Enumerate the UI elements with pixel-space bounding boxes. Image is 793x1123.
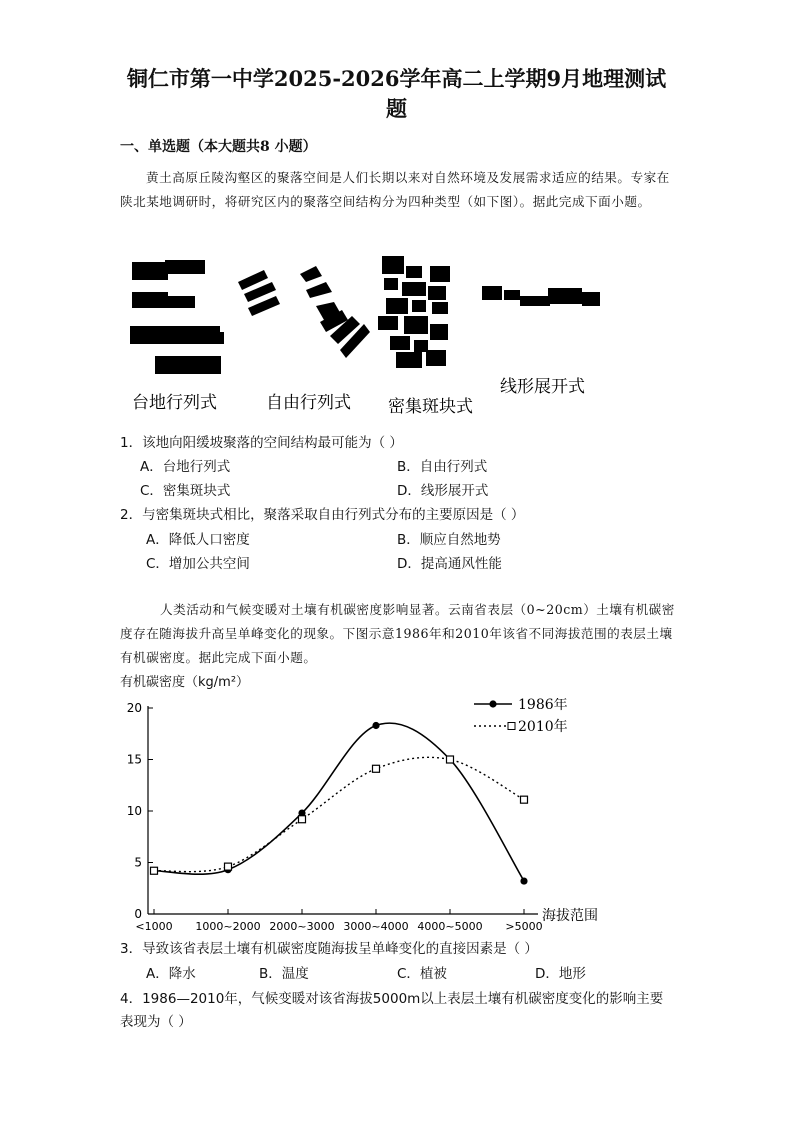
data-point-1986年 [520, 877, 527, 884]
question-3-stem: 3．导致该省表层土壤有机碳密度随海拔呈单峰变化的直接因素是（ ） [120, 941, 538, 957]
carbon-density-chart [118, 698, 608, 938]
x-tick-label: 3000~4000 [343, 920, 409, 933]
x-tick-label: 2000~3000 [269, 920, 335, 933]
x-tick-label: >5000 [505, 920, 543, 933]
question-2-stem: 2．与密集斑块式相比，聚落采取自由行列式分布的主要原因是（ ） [120, 507, 525, 523]
q1-option-a[interactable]: A．台地行列式 [140, 459, 231, 475]
chart-y-axis-title: 有机碳密度（kg/m²） [120, 675, 250, 690]
question-1-stem: 1．该地向阳缓坡聚落的空间结构最可能为（ ） [120, 435, 403, 451]
legend-label: 2010年 [518, 719, 568, 735]
x-axis-title: 海拔范围 [542, 908, 598, 924]
q1-option-b[interactable]: B．自由行列式 [397, 459, 488, 475]
x-tick-label: 4000~5000 [417, 920, 483, 933]
page-title-continued: 题 [386, 96, 407, 121]
passage-1: 黄土高原丘陵沟壑区的聚落空间是人们长期以来对自然环境及发展需求适应的结果。专家在陕北某地调研时，将研究区内的聚落空间结构分为四种类型（如下图）。据此完成下面小题。 [120, 170, 670, 209]
q2-option-a[interactable]: A．降低人口密度 [146, 532, 250, 548]
y-tick-label: 20 [126, 701, 142, 715]
figure-label-1: 台地行列式 [132, 393, 217, 413]
pattern-free-rows [238, 266, 370, 358]
x-tick-label: 1000~2000 [195, 920, 261, 933]
q2-option-d[interactable]: D．提高通风性能 [397, 556, 502, 572]
data-point-1986年 [372, 722, 379, 729]
pattern-dense-patches [378, 256, 450, 368]
q3-option-d[interactable]: D．地形 [535, 966, 586, 982]
q3-option-a[interactable]: A．降水 [146, 966, 196, 982]
legend-marker [489, 700, 496, 707]
q2-option-b[interactable]: B．顺应自然地势 [397, 532, 501, 548]
y-tick-label: 15 [126, 752, 142, 767]
figure-label-4: 线形展开式 [500, 377, 585, 397]
pattern-terrace-rows [130, 260, 224, 374]
data-point-2010年 [521, 796, 528, 803]
page-title: 铜仁市第一中学2025-2026学年高二上学期9月地理测试 [126, 66, 667, 91]
data-point-2010年 [447, 756, 454, 763]
data-point-2010年 [225, 863, 232, 870]
question-4-stem-continued: 表现为（ ） [120, 1014, 192, 1030]
q3-option-c[interactable]: C．植被 [397, 966, 447, 982]
y-tick-label: 10 [126, 804, 142, 818]
data-point-2010年 [299, 816, 306, 823]
x-tick-label: <1000 [135, 920, 173, 933]
q1-option-d[interactable]: D．线形展开式 [397, 483, 489, 499]
data-point-2010年 [373, 765, 380, 772]
figure-label-2: 自由行列式 [266, 393, 351, 413]
pattern-linear [482, 286, 600, 306]
legend-label: 1986年 [518, 698, 568, 713]
data-point-2010年 [151, 867, 158, 874]
figure-label-3: 密集斑块式 [388, 397, 473, 417]
y-tick-label: 5 [134, 855, 142, 870]
section-heading: 一、单选题（本大题共8 小题） [120, 139, 317, 155]
question-4-stem: 4．1986—2010年，气候变暖对该省海拔5000m以上表层土壤有机碳密度变化的影响主要 [120, 991, 664, 1007]
series-line-1 [154, 723, 524, 881]
passage-2: 人类活动和气候变暖对土壤有机碳密度影响显著。云南省表层（0~20cm）土壤有机碳密度存在随海拔升高呈单峰变化的现象。下图示意1986年和2010年该省不同海拔范围的表层土壤有机碳密度。据此完成下面小题。 [120, 602, 675, 665]
legend-marker [508, 723, 515, 730]
series-line-2 [154, 757, 524, 871]
y-tick-label: 0 [134, 907, 142, 921]
q1-option-c[interactable]: C．密集斑块式 [140, 483, 231, 499]
q2-option-c[interactable]: C．增加公共空间 [146, 556, 250, 572]
q3-option-b[interactable]: B．温度 [259, 966, 309, 982]
settlement-pattern-figure [120, 252, 620, 422]
